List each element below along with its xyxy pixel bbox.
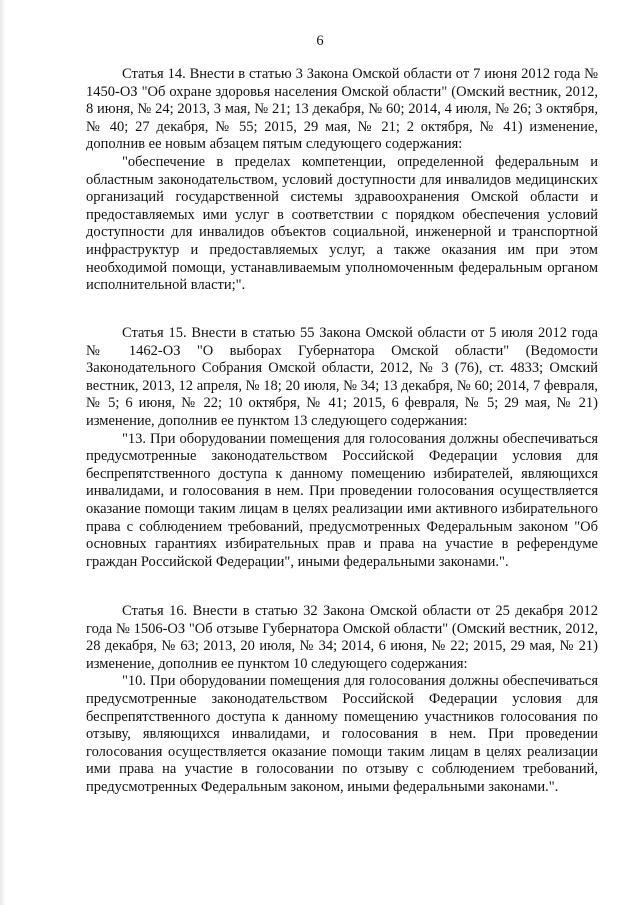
article-15-intro: Статья 15. Внести в статью 55 Закона Омской области от 5 июля 2012 года № 1462-ОЗ "О выборах Губернатора Омской области" (Ведомости Законодательного Собрания Омской области, 2012, № 3 (76), ст. 4833; Омский вестник, 2013, 12 апреля, № 18; 20 июля, № 34; 13 декабря, № 60; 2014, 7 февраля, № 5; 6 июня, № 22; 10 октября, № 41; 2015, 6 февраля, № 5; 29 мая, № 21) изменение, дополнив ее пунктом 13 следующего содержания: (86, 325, 598, 429)
article-14 (86, 66, 598, 295)
article-14-intro: Статья 14. Внести в статью 3 Закона Омской области от 7 июня 2012 года № 1450-ОЗ "Об охране здоровья населения Омской области" (Омский вестник, 2012, 8 июня, № 24; 2013, 3 мая, № 21; 13 декабря, № 60; 2014, 4 июля, № 26; 3 октября, № 40; 27 декабря, № 55; 2015, 29 мая, № 21; 2 октября, № 41) изменение, дополнив ее новым абзацем пятым следующего содержания: (86, 66, 598, 153)
article-15-quote: "13. При оборудовании помещения для голосования должны обеспечиваться предусмотренные законодательством Российской Федерации условия для беспрепятственного доступа к данному помещению избирателей, являющихся инвалидами, и голосования в нем. При проведении голосования осуществляется оказание помощи таким лицам в целях реализации ими активного избирательного права с соблюдением требований, предусмотренных Федеральным законом "Об основных гарантиях избирательных прав и права на участие в референдуме граждан Российской Федерации", иными федеральными законами.". (86, 430, 598, 570)
page-number: 6 (316, 33, 324, 49)
article-16 (86, 603, 598, 797)
article-14-quote: "обеспечение в пределах компетенции, определенной федеральным и областным законодательством, условий доступности для инвалидов медицинских организаций государственной системы здравоохранения Омской области и предоставляемых ими услуг в соответствии с порядком обеспечения условий доступности для инвалидов объектов социальной, инженерной и транспортной инфраструктур и предоставляемых услуг, а также оказания им при этом необходимой помощи, устанавливаемым уполномоченным федеральным органом исполнительной власти;". (86, 153, 598, 294)
scan-edge-shadow (0, 0, 6, 905)
article-16-quote: "10. При оборудовании помещения для голосования должны обеспечиваться предусмотренные законодательством Российской Федерации условия для беспрепятственного доступа к данному помещению участников голосования по отзыву, являющихся инвалидами, и голосования в нем. При проведении голосования осуществляется оказание помощи таким лицам в целях реализации ими права на участие в голосовании по отзыву с соблюдением требований, предусмотренных Федеральным законом, иными федеральными законами.". (86, 673, 598, 795)
article-16-intro: Статья 16. Внести в статью 32 Закона Омской области от 25 декабря 2012 года № 1506-ОЗ "Об отзыве Губернатора Омской области" (Омский вестник, 2012, 28 декабря, № 63; 2013, 20 июля, № 34; 2014, 6 июня, № 22; 2015, 29 мая, № 21) изменение, дополнив ее пунктом 10 следующего содержания: (86, 603, 598, 672)
article-15 (86, 325, 598, 571)
